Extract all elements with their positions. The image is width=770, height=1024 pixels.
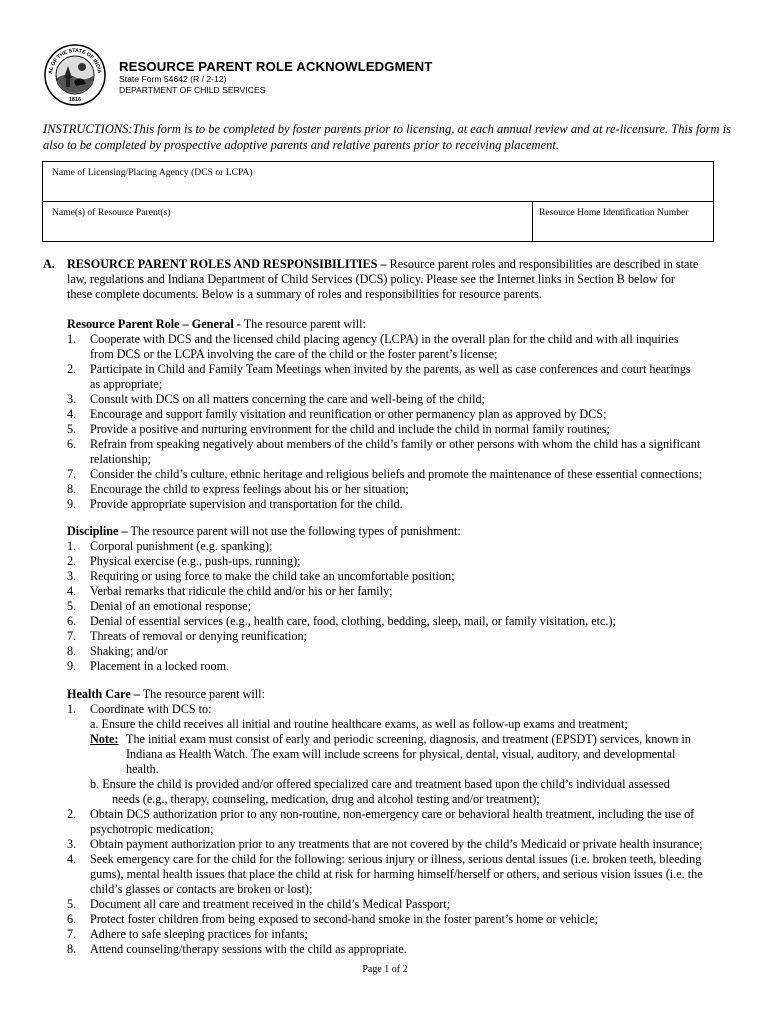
health-item-text: Adhere to safe sleeping practices for infants; xyxy=(90,927,308,941)
health-item-1a: a. Ensure the child receives all initial and routine healthcare exams, as well as follow-up exams and treatment; xyxy=(90,717,628,731)
health-heading: Health Care – xyxy=(67,687,140,701)
health-item-number: 1. xyxy=(67,702,77,716)
discipline-item-number: 3. xyxy=(67,569,77,583)
agency-name-field[interactable] xyxy=(42,161,714,202)
discipline-item-number: 6. xyxy=(67,614,77,628)
discipline-item-number: 9. xyxy=(67,659,77,673)
discipline-item-number: 4. xyxy=(67,584,77,598)
section-a-intro-1: Resource parent roles and responsibilities are described in state xyxy=(389,257,699,271)
department-name: DEPARTMENT OF CHILD SERVICES xyxy=(119,85,266,95)
health-item-text: Seek emergency care for the child for the following: serious injury or illness, serious dental issues (i.e. broken teeth, bleeding xyxy=(90,852,702,866)
general-item-text: Consult with DCS on all matters concerning the care and well-being of the child; xyxy=(90,392,485,406)
section-a-intro-2: law, regulations and Indiana Department of Child Services (DCS) policy. Please see the Internet links in Section B below for xyxy=(67,272,675,286)
discipline-item-text: Corporal punishment (e.g. spanking); xyxy=(90,539,273,553)
health-item-text: Obtain payment authorization prior to any treatments that are not covered by the child’s Medicaid or private health insurance; xyxy=(90,837,703,851)
health-item-number: 4. xyxy=(67,852,77,866)
health-item-1b-cont: needs (e.g., therapy, counseling, medication, drug and alcohol testing and/or treatment); xyxy=(112,792,540,806)
discipline-item-number: 7. xyxy=(67,629,77,643)
general-heading: Resource Parent Role – General - xyxy=(67,317,241,331)
discipline-lead: The resource parent will not use the following types of punishment: xyxy=(130,524,461,538)
discipline-item-text: Requiring or using force to make the child take an uncomfortable position; xyxy=(90,569,455,583)
form-title: RESOURCE PARENT ROLE ACKNOWLEDGMENT xyxy=(119,59,433,74)
general-item-number: 3. xyxy=(67,392,77,406)
note-label: Note: xyxy=(90,732,119,746)
discipline-item-text: Physical exercise (e.g., push-ups, running); xyxy=(90,554,301,568)
discipline-heading-line xyxy=(67,524,461,538)
health-item-number: 3. xyxy=(67,837,77,851)
health-item-text: psychotropic medication; xyxy=(90,822,214,836)
health-lead: The resource parent will: xyxy=(142,687,265,701)
general-item-text: Provide a positive and nurturing environment for the child and include the child in normal family routines; xyxy=(90,422,610,436)
general-item-number: 9. xyxy=(67,497,77,511)
home-id-field[interactable] xyxy=(532,201,714,242)
note-line-3: health. xyxy=(126,762,159,776)
note-line-2: Indiana as Health Watch. The exam will include screens for physical, dental, visual, auditory, and developmental xyxy=(126,747,676,761)
section-a-letter: A. xyxy=(43,257,55,271)
instructions: INSTRUCTIONS:This form is to be completed by foster parents prior to licensing, at each annual review and at re-licensure. This form is also to be completed by prospective adoptive parents and relative parents prior to receiving placement. xyxy=(43,122,732,152)
health-heading-line xyxy=(67,687,265,701)
general-item-number: 2. xyxy=(67,362,77,376)
section-a-heading-line xyxy=(67,257,698,271)
general-item-text: from DCS or the LCPA involving the care of the child or the foster parent’s license; xyxy=(90,347,498,361)
resource-parents-label: Name(s) of Resource Parent(s) xyxy=(52,207,171,218)
general-item-text: as appropriate; xyxy=(90,377,163,391)
general-item-number: 4. xyxy=(67,407,77,421)
discipline-item-number: 5. xyxy=(67,599,77,613)
general-item-number: 1. xyxy=(67,332,77,346)
discipline-item-text: Placement in a locked room. xyxy=(90,659,230,673)
health-item-1: Coordinate with DCS to: xyxy=(90,702,212,716)
discipline-item-text: Threats of removal or denying reunification; xyxy=(90,629,307,643)
general-item-text: relationship; xyxy=(90,452,151,466)
general-item-text: Encourage the child to express feelings about his or her situation; xyxy=(90,482,409,496)
general-item-number: 6. xyxy=(67,437,77,451)
agency-name-label: Name of Licensing/Placing Agency (DCS or LCPA) xyxy=(52,167,253,178)
seal-year: 1816 xyxy=(68,97,82,103)
health-item-text: Obtain DCS authorization prior to any non-routine, non-emergency care or behavioral health treatment, including the use of xyxy=(90,807,695,821)
discipline-item-number: 2. xyxy=(67,554,77,568)
seal-ring-text: AL OF THE STATE OF INDIA xyxy=(47,47,102,75)
health-item-number: 5. xyxy=(67,897,77,911)
discipline-item-text: Verbal remarks that ridicule the child and/or his or her family; xyxy=(90,584,393,598)
general-item-text: Refrain from speaking negatively about members of the child’s family or other persons with whom the child has a significant xyxy=(90,437,701,451)
health-item-number: 7. xyxy=(67,927,77,941)
general-item-number: 7. xyxy=(67,467,77,481)
discipline-item-text: Shaking; and/or xyxy=(90,644,168,658)
general-lead: The resource parent will: xyxy=(243,317,366,331)
discipline-item-number: 8. xyxy=(67,644,77,658)
general-item-text: Provide appropriate supervision and transportation for the child. xyxy=(90,497,403,511)
discipline-item-text: Denial of essential services (e.g., health care, food, clothing, bedding, sleep, mail, or family visitation, etc.); xyxy=(90,614,616,628)
general-item-text: Encourage and support family visitation and reunification or other permanency plan as approved by DCS; xyxy=(90,407,607,421)
page-number: Page 1 of 2 xyxy=(362,964,408,975)
health-item-number: 2. xyxy=(67,807,77,821)
resource-parents-field[interactable] xyxy=(42,201,533,242)
general-heading-line xyxy=(67,317,366,331)
state-seal-icon xyxy=(44,44,106,106)
discipline-item-text: Denial of an emotional response; xyxy=(90,599,252,613)
discipline-item-number: 1. xyxy=(67,539,77,553)
health-item-number: 6. xyxy=(67,912,77,926)
health-item-text: Attend counseling/therapy sessions with the child as appropriate. xyxy=(90,942,407,956)
general-item-text: Cooperate with DCS and the licensed child placing agency (LCPA) in the overall plan for the child and with all inquiries xyxy=(90,332,679,346)
health-item-text: child’s glasses or contacts are broken or lost); xyxy=(90,882,313,896)
discipline-heading: Discipline – xyxy=(67,524,128,538)
health-item-text: gums), mental health issues that place the child at risk for harming himself/herself or others, and serious vision issues (i.e. the xyxy=(90,867,703,881)
health-item-number: 8. xyxy=(67,942,77,956)
home-id-label: Resource Home Identification Number xyxy=(539,207,689,218)
health-item-1b: b. Ensure the child is provided and/or offered specialized care and treatment based upon the child’s individual assessed xyxy=(90,777,670,791)
general-item-text: Participate in Child and Family Team Meetings when invited by the parents, as well as case conferences and court hearings xyxy=(90,362,691,376)
general-item-number: 5. xyxy=(67,422,77,436)
general-item-text: Consider the child’s culture, ethnic heritage and religious beliefs and promote the maintenance of these essential connections; xyxy=(90,467,703,481)
general-item-number: 8. xyxy=(67,482,77,496)
health-item-text: Document all care and treatment received in the child’s Medical Passport; xyxy=(90,897,451,911)
note-line-1: The initial exam must consist of early and periodic screening, diagnosis, and treatment (EPSDT) services, known in xyxy=(126,732,691,746)
section-a-intro-3: these complete documents. Below is a summary of roles and responsibilities for resource parents. xyxy=(67,287,542,301)
section-a-heading: RESOURCE PARENT ROLES AND RESPONSIBILITIES – xyxy=(67,257,387,271)
health-item-text: Protect foster children from being exposed to second-hand smoke in the foster parent’s home or vehicle; xyxy=(90,912,599,926)
form-number: State Form 54642 (R / 2-12) xyxy=(119,74,227,84)
